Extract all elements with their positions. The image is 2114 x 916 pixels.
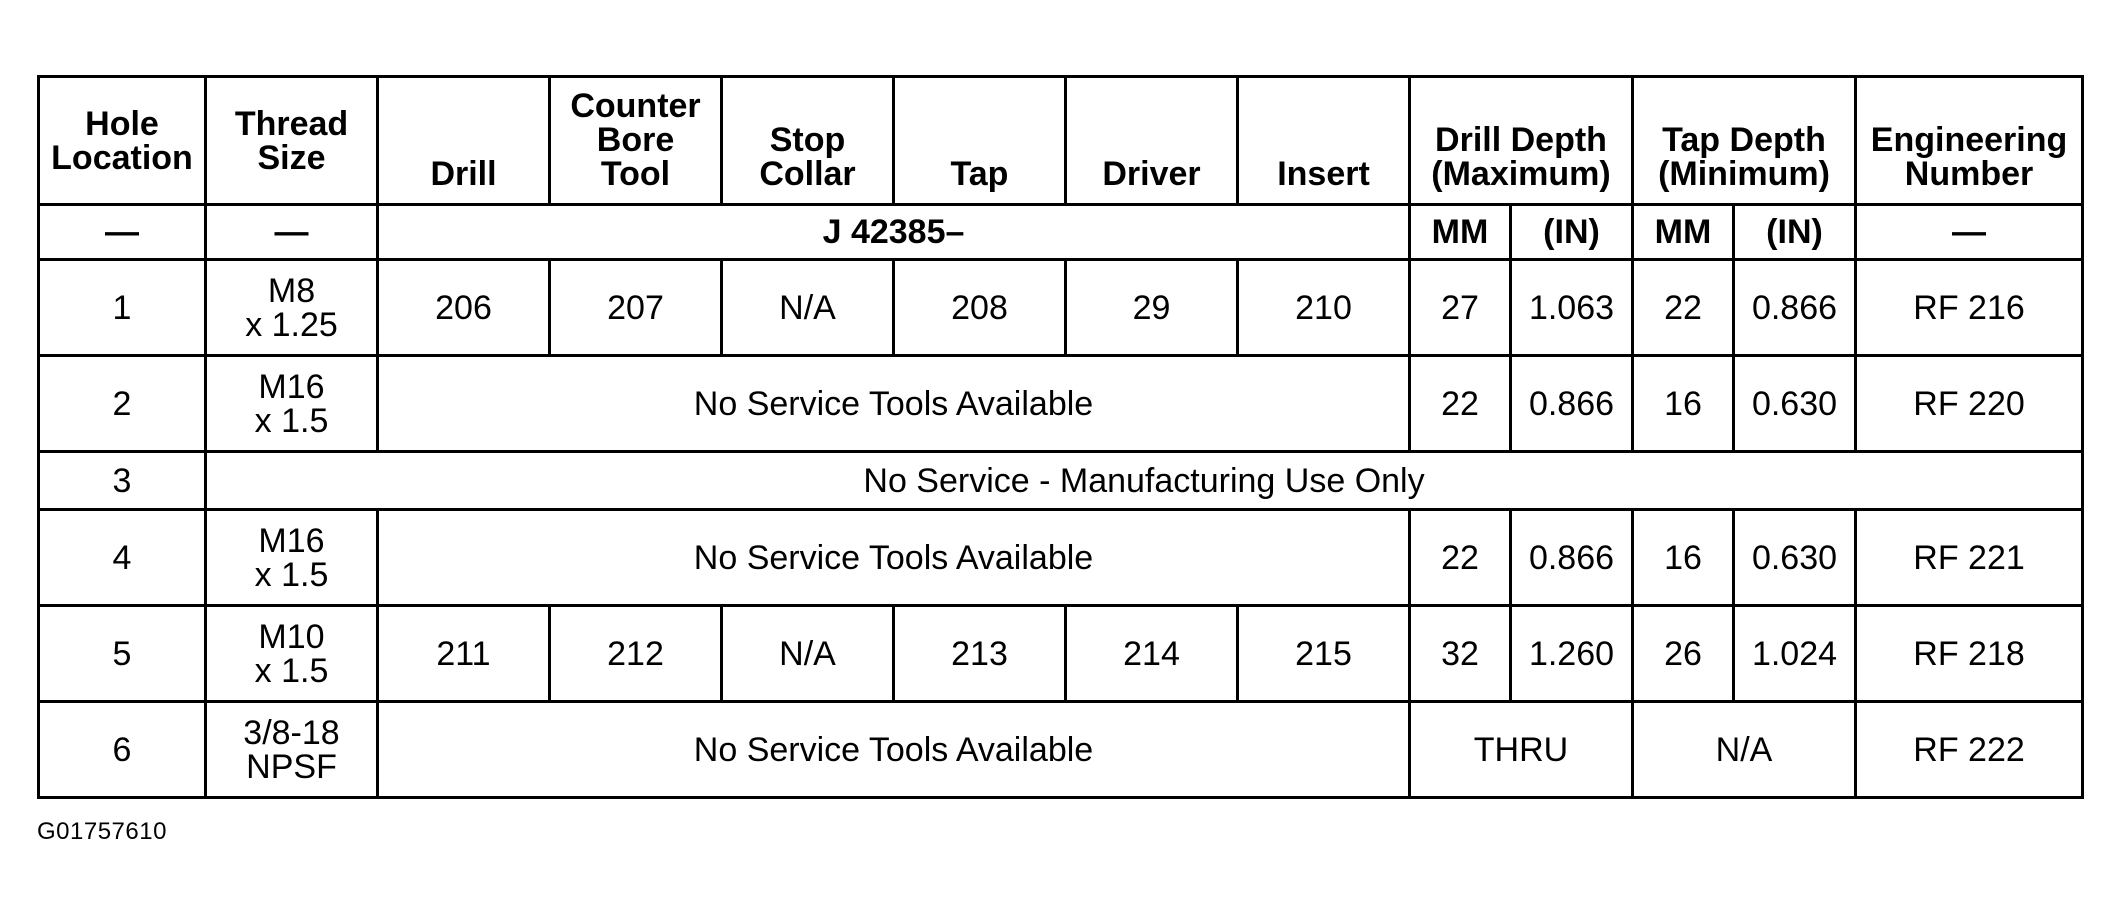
hole-location-cell: 5: [39, 606, 206, 702]
insert-cell: 210: [1238, 260, 1410, 356]
header-counter-bore-line2: Bore: [596, 121, 675, 159]
hole-location-cell: 6: [39, 702, 206, 798]
header-tap-depth-line1: Tap Depth: [1662, 121, 1826, 159]
header-engineering-line2: Number: [1904, 155, 2034, 193]
subheader-tool-prefix: J 42385–: [378, 205, 1410, 260]
subheader-tap-mm: MM: [1633, 205, 1734, 260]
thread-size-line2: x 1.5: [254, 555, 329, 594]
drill-mm-cell: 22: [1410, 510, 1511, 606]
tool-specification-table: [37, 75, 2084, 799]
table-row: [39, 356, 2083, 452]
thread-size-line1: M10: [258, 617, 325, 656]
header-thread-size-line2: Size: [257, 138, 326, 177]
thread-size-line1: M8: [267, 271, 316, 310]
insert-cell: 215: [1238, 606, 1410, 702]
header-thread-size-line1: Thread: [234, 104, 349, 143]
thread-size-cell: [206, 702, 378, 798]
drill-cell: 206: [378, 260, 550, 356]
subheader-tap-in: (IN): [1734, 205, 1856, 260]
thread-size-cell: [206, 606, 378, 702]
tap-in-cell: 0.630: [1734, 510, 1856, 606]
table-row: [39, 452, 2083, 510]
engineering-number-cell: RF 221: [1856, 510, 2083, 606]
thread-size-line2: NPSF: [246, 747, 337, 786]
tap-in-cell: 0.630: [1734, 356, 1856, 452]
engineering-number-cell: RF 220: [1856, 356, 2083, 452]
tools-note-cell: No Service Tools Available: [378, 356, 1410, 452]
engineering-number-cell: RF 216: [1856, 260, 2083, 356]
tap-mm-cell: 16: [1633, 356, 1734, 452]
subheader-thread-dash: —: [206, 205, 378, 260]
thread-size-cell: [206, 260, 378, 356]
header-tap: Tap: [894, 77, 1066, 205]
header-engineering-line1: Engineering: [1870, 121, 2068, 159]
header-counter-bore-tool: [550, 77, 722, 205]
tools-note-cell: No Service Tools Available: [378, 510, 1410, 606]
thread-size-cell: [206, 510, 378, 606]
subheader-drill-mm: MM: [1410, 205, 1511, 260]
subheader-engineering-dash: —: [1856, 205, 2083, 260]
header-thread-size: [206, 77, 378, 205]
table-row: [39, 702, 2083, 798]
counter-bore-cell: 207: [550, 260, 722, 356]
drill-in-cell: 0.866: [1511, 510, 1633, 606]
table-row: [39, 260, 2083, 356]
hole-location-cell: 4: [39, 510, 206, 606]
header-tap-depth-line2: (Minimum): [1658, 155, 1830, 193]
drill-in-cell: 1.260: [1511, 606, 1633, 702]
drill-mm-cell: 27: [1410, 260, 1511, 356]
thread-size-line1: M16: [258, 367, 325, 406]
drill-cell: 211: [378, 606, 550, 702]
drill-in-cell: 0.866: [1511, 356, 1633, 452]
stop-collar-cell: N/A: [722, 260, 894, 356]
thread-size-cell: [206, 356, 378, 452]
header-tap-depth: [1633, 77, 1856, 205]
subheader-drill-in: (IN): [1511, 205, 1633, 260]
drill-mm-cell: 32: [1410, 606, 1511, 702]
thread-size-line2: x 1.5: [254, 651, 329, 690]
header-drill-depth: [1410, 77, 1633, 205]
header-drill-depth-line1: Drill Depth: [1435, 121, 1607, 159]
drill-depth-cell: THRU: [1410, 702, 1633, 798]
counter-bore-cell: 212: [550, 606, 722, 702]
hole-location-cell: 3: [39, 452, 206, 510]
tap-in-cell: 1.024: [1734, 606, 1856, 702]
tap-in-cell: 0.866: [1734, 260, 1856, 356]
table-row: [39, 606, 2083, 702]
hole-location-cell: 2: [39, 356, 206, 452]
subheader-row: [39, 205, 2083, 260]
tap-mm-cell: 22: [1633, 260, 1734, 356]
drill-in-cell: 1.063: [1511, 260, 1633, 356]
header-counter-bore-line3: Tool: [600, 155, 671, 193]
hole-location-cell: 1: [39, 260, 206, 356]
thread-size-line2: x 1.5: [254, 401, 329, 440]
driver-cell: 214: [1066, 606, 1238, 702]
table-row: [39, 510, 2083, 606]
tap-cell: 208: [894, 260, 1066, 356]
drill-mm-cell: 22: [1410, 356, 1511, 452]
tools-note-cell: No Service Tools Available: [378, 702, 1410, 798]
tap-mm-cell: 26: [1633, 606, 1734, 702]
header-stop-collar-line2: Collar: [759, 155, 856, 193]
header-counter-bore-line1: Counter: [570, 87, 701, 125]
header-hole-location-line2: Location: [51, 138, 193, 177]
header-stop-collar: [722, 77, 894, 205]
thread-size-line1: 3/8-18: [243, 713, 340, 752]
header-insert: Insert: [1238, 77, 1410, 205]
tap-depth-cell: N/A: [1633, 702, 1856, 798]
thread-size-line1: M16: [258, 521, 325, 560]
driver-cell: 29: [1066, 260, 1238, 356]
tap-mm-cell: 16: [1633, 510, 1734, 606]
header-hole-location-line1: Hole: [85, 104, 159, 143]
engineering-number-cell: RF 218: [1856, 606, 2083, 702]
header-hole-location: [39, 77, 206, 205]
header-drill: Drill: [378, 77, 550, 205]
header-engineering-number: [1856, 77, 2083, 205]
engineering-number-cell: RF 222: [1856, 702, 2083, 798]
manufacturing-note-cell: No Service - Manufacturing Use Only: [206, 452, 2083, 510]
thread-size-line2: x 1.25: [245, 305, 338, 344]
header-drill-depth-line2: (Maximum): [1431, 155, 1611, 193]
stop-collar-cell: N/A: [722, 606, 894, 702]
subheader-hole-dash: —: [39, 205, 206, 260]
header-driver: Driver: [1066, 77, 1238, 205]
header-stop-collar-line1: Stop: [769, 121, 846, 159]
tap-cell: 213: [894, 606, 1066, 702]
header-row: [39, 77, 2083, 205]
figure-id-caption: G01757610: [37, 818, 167, 845]
